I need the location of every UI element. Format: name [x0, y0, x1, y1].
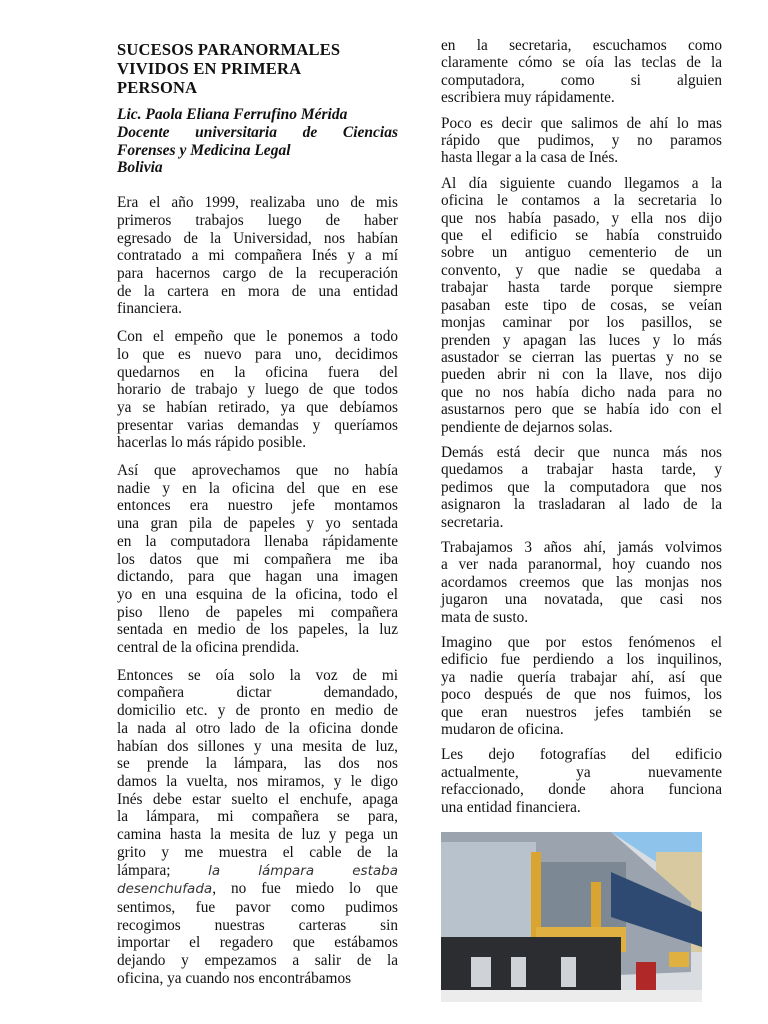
text-line: asignaron la trasladaran al lado de la [441, 496, 722, 514]
paragraph [441, 539, 722, 626]
text-line: Era el año 1999, realizaba uno de mis [117, 194, 398, 212]
text-line: quedamos a trabajar hasta tarde, y [441, 461, 722, 479]
text-line: edificio fue perdiendo a los inquilinos, [441, 651, 722, 669]
right-column [441, 37, 722, 816]
text-line: Trabajamos 3 años ahí, jamás volvimos [441, 538, 722, 556]
text-line: Imagino que por estos fenómenos el [441, 634, 722, 651]
text-line: jugaron una novatada, que casi nos [441, 591, 722, 609]
text-line: que eran nuestros jefes también se [441, 703, 722, 721]
text-line: central de la oficina prendida. [117, 639, 300, 657]
text-line: camina hasta la mesita de luz y pega un [117, 826, 398, 844]
text-line: una entidad financiera. [441, 798, 581, 816]
text-line: Demás está decir que nunca más nos [441, 443, 722, 461]
text-line: ya se habían retirado, ya que debíamos [117, 398, 398, 416]
text-line: entonces era nuestro jefe montamos [117, 497, 398, 515]
text-line: importar el regadero que estábamos [117, 934, 398, 952]
author-country: Bolivia [117, 159, 163, 177]
text-line: la lámpara, mi compañera se para, [117, 808, 398, 826]
text-line: Poco es decir que salimos de ahí lo mas [441, 114, 722, 132]
text-line: mata de susto. [441, 608, 529, 626]
author-name: Lic. Paola Eliana Ferrufino Mérida [117, 106, 348, 123]
text-line: en la computadora llenaba rápidamente [117, 532, 398, 550]
text-line: lo que es nuevo para uno, decidimos [117, 345, 398, 363]
text-line [117, 880, 398, 899]
text-line: mudaron de oficina. [441, 721, 564, 739]
text-line: asustador se cierran las puertas y no se [441, 348, 722, 366]
text-line: domicilio etc. y de pronto en medio de [117, 702, 398, 720]
text-line: poco después de que nos fuimos, los [441, 686, 722, 704]
text-line: egresado de la Universidad, nos habían [117, 229, 398, 247]
text-line: oficina, ya cuando nos encontrábamos [117, 969, 352, 987]
text-line: escribiera muy rápidamente. [441, 89, 615, 107]
text-line: trabajar hasta tarde porque siempre [441, 279, 722, 297]
title-line: SUCESOS PARANORMALES [117, 40, 341, 59]
text-line: una gran pila de papeles y yo sentada [117, 515, 398, 533]
building-illustration [441, 832, 702, 1002]
text-line: prenden y apagan las luces y lo más [441, 331, 722, 349]
text-line: a ver nada paranormal, hoy cuando nos [441, 556, 722, 574]
author-role: Docente universitaria de Ciencias [117, 123, 398, 141]
text-line: que nos había pasado, y ella nos dijo [441, 209, 722, 227]
paragraph [117, 462, 398, 657]
text-line: compañera dictar demandado, [117, 684, 398, 702]
text-line: recogimos nuestras carteras sin [117, 916, 398, 934]
text-line: Así que aprovechamos que no había [117, 462, 398, 480]
text-line: pueden abrir ni con la llave, nos dijo [441, 366, 722, 384]
paragraph [441, 37, 722, 107]
text-line [117, 862, 398, 881]
text-line: hasta llegar a la casa de Inés. [441, 149, 619, 167]
title-line: VIVIDOS EN PRIMERA [117, 59, 302, 78]
right-body [441, 37, 722, 816]
text-line: hacerlas lo más rápido posible. [117, 434, 307, 452]
text-line: Al día siguiente cuando llegamos a la [441, 174, 722, 192]
text-line: sentada en medio de los papeles, la luz [117, 621, 398, 639]
text-line: grito y me muestra el cable de la [117, 843, 398, 861]
text-segment: lámpara; [117, 861, 209, 879]
text-line: computadora, como si alguien [441, 71, 722, 89]
text-line: sobre un antiguo cementerio de un [441, 244, 722, 262]
text-line: Inés debe estar suelto el enchufe, apaga [117, 790, 398, 808]
text-line: pedimos que la computadora que nos [441, 478, 722, 496]
text-line: para hacernos cargo de la recuperación [117, 265, 398, 282]
text-line: rápido que pudimos, y no paramos [441, 132, 722, 150]
text-line: sentimos, fue pavor como pudimos [117, 898, 398, 916]
text-line: pendiente de dejarnos solas. [441, 418, 613, 436]
text-line: claramente cómo se oía las teclas de la [441, 54, 722, 72]
text-line: yo en una esquina de la oficina, todo el [117, 585, 398, 603]
text-line: que el edificio se había construido [441, 227, 722, 245]
text-line: pasaban este tipo de cosas, se veían [441, 296, 722, 314]
paragraph [117, 328, 398, 452]
text-line: primeros trabajos luego de haber [117, 211, 398, 229]
paragraph [117, 667, 398, 988]
text-line: damos la vuelta, nos miramos, y le digo [117, 772, 398, 790]
text-line: los datos que mi compañera me iba [117, 550, 398, 568]
text-line: que no nos había dicho nada para no [441, 383, 722, 401]
text-line: dictando, para que hagan una imagen [117, 568, 398, 586]
text-line: quedarnos en la oficina fuera del [117, 363, 398, 381]
text-line: convento, y que nadie se quedaba a [441, 261, 722, 279]
text-line: piso lleno de papeles mi compañera [117, 603, 398, 621]
left-body [117, 194, 398, 987]
text-line: habían dos sillones y una mesita de luz, [117, 737, 398, 755]
text-line: horario de trabajo y luego de que todos [117, 381, 398, 399]
paragraph [441, 444, 722, 531]
text-line: se prende la lámpara, las dos nos [117, 755, 398, 773]
text-line: actualmente, ya nuevamente [441, 763, 722, 781]
text-line: monjas caminar por los pasillos, se [441, 314, 722, 332]
text-line: refaccionado, donde ahora funciona [441, 781, 722, 799]
paragraph [441, 175, 722, 436]
text-line: de la cartera en mora de una entidad [117, 282, 398, 300]
paragraph [441, 634, 722, 738]
text-line: en la secretaria, escuchamos como [441, 37, 722, 54]
article-title [117, 40, 398, 97]
text-line: acordamos creemos que las monjas nos [441, 573, 722, 591]
text-line: Con el empeño que le ponemos a todo [117, 328, 398, 346]
left-column [117, 40, 398, 987]
text-line: oficina le contamos a la secretaria lo [441, 192, 722, 210]
paragraph [117, 194, 398, 318]
text-line: contratado a mi compañera Inés y a mí [117, 247, 398, 265]
author-role: Forenses y Medicina Legal [117, 141, 291, 159]
text-segment: , no fue miedo lo que [212, 880, 398, 898]
text-line: secretaria. [441, 513, 504, 531]
text-line: dejando y empezamos a salir de la [117, 952, 398, 970]
text-line: presentar varias demandas y queríamos [117, 416, 398, 434]
paragraph [441, 746, 722, 816]
italic-text: la lámpara estaba [208, 862, 398, 879]
text-line: Entonces se oía solo la voz de mi [117, 666, 398, 684]
italic-text: desenchufada [117, 881, 213, 898]
text-line: asustarnos pero que se había ido con el [441, 401, 722, 419]
text-line: ya nadie quería trabajar ahí, así que [441, 668, 722, 686]
text-line: financiera. [117, 300, 182, 318]
author-block [117, 106, 398, 177]
title-line: PERSONA [117, 78, 198, 97]
building-photo [441, 832, 702, 1002]
text-line: la nada al otro lado de la oficina donde [117, 719, 398, 737]
paragraph [441, 115, 722, 167]
text-line: nadie y en la oficina del que en ese [117, 479, 398, 497]
text-line: Les dejo fotografías del edificio [441, 746, 722, 764]
